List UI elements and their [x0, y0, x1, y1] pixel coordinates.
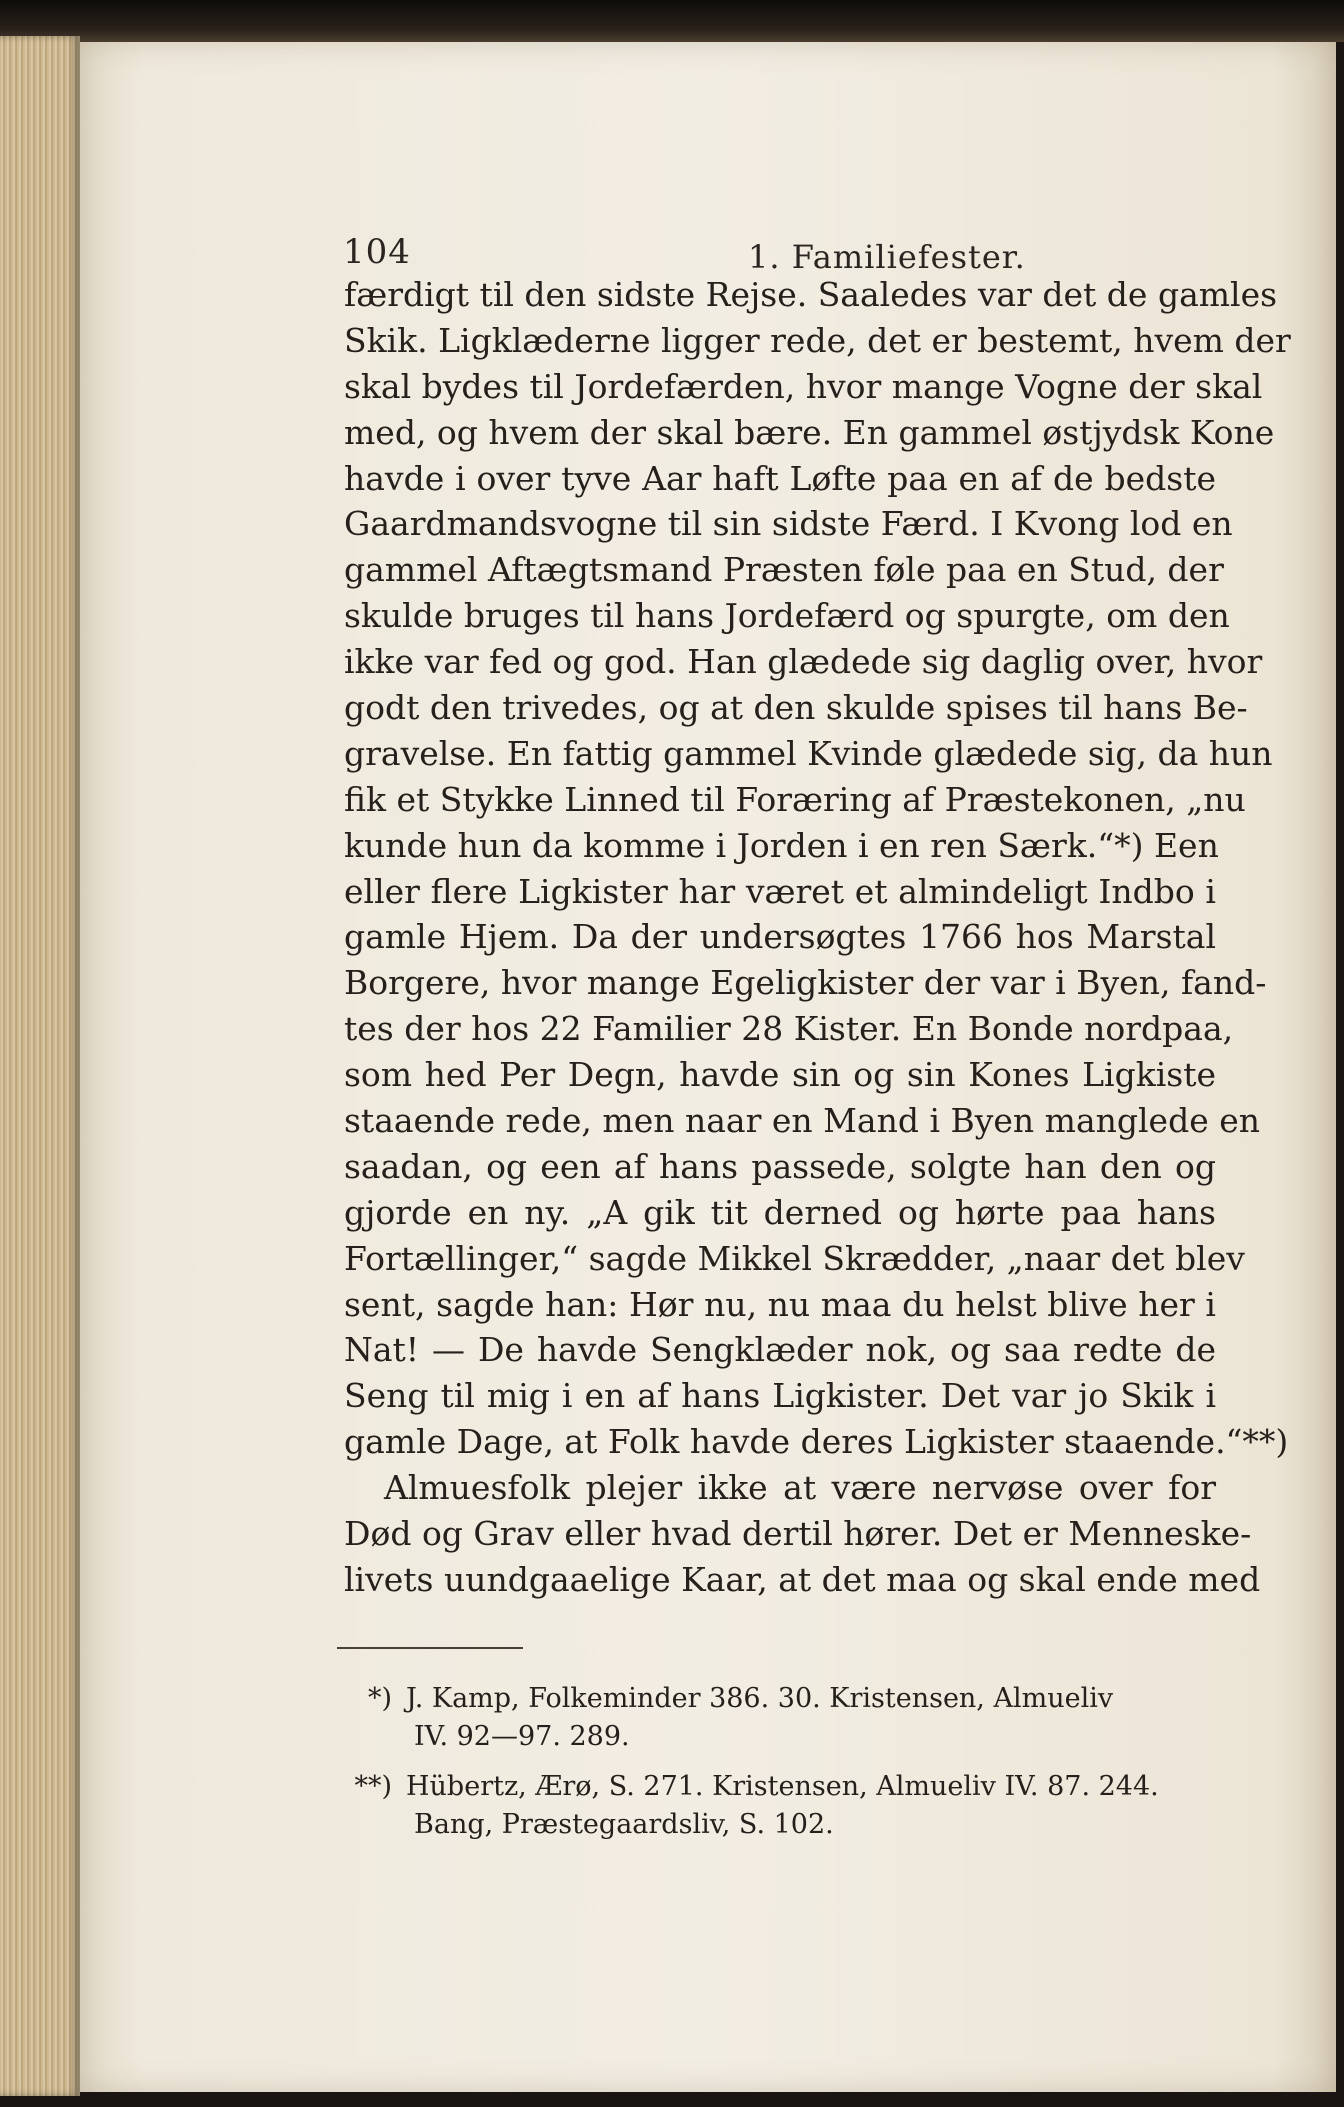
- text-line: Død og Grav eller hvad dertil hører. Det er Menneske-: [344, 1514, 1252, 1554]
- text-line: Seng til mig i en af hans Ligkister. Det var jo Skik i: [344, 1376, 1216, 1416]
- text-line: saadan, og een af hans passede, solgte han den og: [344, 1146, 1216, 1186]
- text-line: færdigt til den sidste Rejse. Saaledes var det de gamles: [344, 275, 1278, 314]
- text-line: Fortællinger,“ sagde Mikkel Skrædder, „naar det blev: [344, 1238, 1245, 1278]
- text-line: ikke var fed og god. Han glædede sig daglig over, hvor: [344, 642, 1263, 682]
- text-line: som hed Per Degn, havde sin og sin Kones Ligkiste: [344, 1055, 1216, 1095]
- text-line: gammel Aftægtsmand Præsten føle paa en Stud, der: [344, 550, 1224, 590]
- text-line: Borgere, hvor mange Egeligkister der var i Byen, fand-: [344, 963, 1267, 1003]
- text-line: Skik. Ligklæderne ligger rede, det er bestemt, hvem der: [344, 320, 1291, 360]
- page-stack-edge: [0, 36, 80, 2096]
- text-line: godt den trivedes, og at den skulde spises til hans Be-: [344, 688, 1248, 728]
- text-line: Gaardmandsvogne til sin sidste Færd. I Kvong lod en: [344, 504, 1233, 544]
- text-line: fik et Stykke Linned til Foræring af Præstekonen, „nu: [344, 779, 1246, 819]
- text-line: eller flere Ligkister har været et almindeligt Indbo i: [344, 871, 1216, 911]
- footnote-text: Bang, Præstegaardsliv, S. 102.: [414, 1809, 834, 1840]
- running-head: 1. Familiefester.: [748, 238, 1026, 276]
- footnote-text: IV. 92—97. 289.: [414, 1721, 630, 1752]
- text-line: gamle Dage, at Folk havde deres Ligkister staaende.“**): [344, 1422, 1289, 1462]
- footnote-text: J. Kamp, Folkeminder 386. 30. Kristensen, Almueliv: [406, 1683, 1114, 1714]
- footnote-marker: *): [367, 1683, 392, 1714]
- text-line: skulde bruges til hans Jordefærd og spurgte, om den: [344, 596, 1230, 636]
- text-line: med, og hvem der skal bære. En gammel østjydsk Kone: [344, 412, 1275, 452]
- text-line: Nat! — De havde Sengklæder nok, og saa redte de: [344, 1330, 1216, 1370]
- text-line-paragraph-start: Almuesfolk plejer ikke at være nervøse over for: [384, 1468, 1216, 1508]
- text-line: sent, sagde han: Hør nu, nu maa du helst blive her i: [344, 1284, 1216, 1324]
- book-top-edge: [0, 0, 1344, 42]
- footnote-text: Hübertz, Ærø, S. 271. Kristensen, Almueliv IV. 87. 244.: [406, 1771, 1159, 1802]
- text-line: gamle Hjem. Da der undersøgtes 1766 hos Marstal: [344, 917, 1216, 957]
- body-text: [344, 272, 1291, 1603]
- footnote-marker: **): [354, 1771, 392, 1802]
- footnotes: [336, 1680, 1236, 1856]
- footnote: [336, 1680, 1236, 1756]
- footnote-divider: [337, 1647, 523, 1649]
- page-number: 104: [343, 232, 411, 272]
- text-line: skal bydes til Jordefærden, hvor mange Vogne der skal: [344, 366, 1263, 406]
- text-line: havde i over tyve Aar haft Løfte paa en af de bedste: [344, 458, 1216, 498]
- text-line: staaende rede, men naar en Mand i Byen manglede en: [344, 1101, 1261, 1141]
- text-line: tes der hos 22 Familier 28 Kister. En Bonde nordpaa,: [344, 1009, 1234, 1049]
- text-line: kunde hun da komme i Jorden i en ren Særk.“*) Een: [344, 825, 1219, 865]
- text-line: gjorde en ny. „A gik tit derned og hørte paa hans: [344, 1192, 1216, 1232]
- footnote: [336, 1768, 1236, 1844]
- text-line: gravelse. En fattig gammel Kvinde glædede sig, da hun: [344, 733, 1273, 773]
- text-line: livets uundgaaelige Kaar, at det maa og skal ende med: [344, 1559, 1261, 1599]
